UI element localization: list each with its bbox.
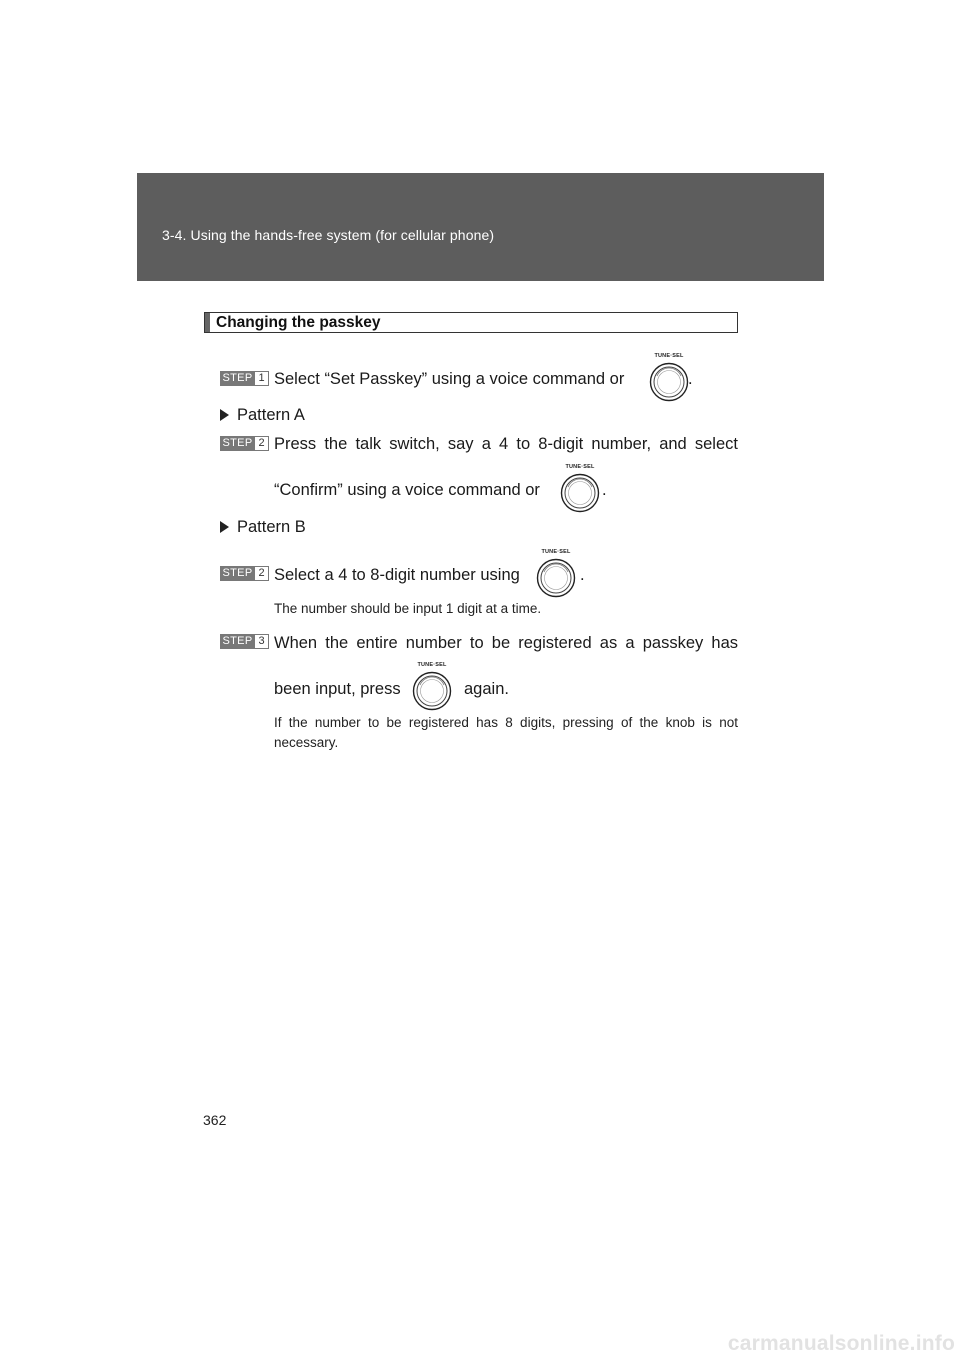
knob-dial-icon xyxy=(412,671,452,711)
tune-sel-knob-icon xyxy=(533,549,579,601)
pattern-b-label: Pattern B xyxy=(237,518,306,536)
step-badge-1 xyxy=(220,371,269,386)
pattern-a-label: Pattern A xyxy=(237,406,305,424)
pattern-b-step2-note: The number should be input 1 digit at a time. xyxy=(274,601,542,616)
pattern-b-step3-line2-after: again. xyxy=(464,680,509,698)
step-badge-word: STEP xyxy=(220,436,255,451)
pattern-a xyxy=(220,405,305,425)
knob-dial-icon xyxy=(649,362,689,402)
knob-dial-icon xyxy=(560,473,600,513)
section-heading-bar xyxy=(205,313,210,332)
step-badge-3 xyxy=(220,634,269,649)
step-badge-number: 3 xyxy=(255,634,269,649)
footer-watermark: carmanualsonline.info xyxy=(727,1332,955,1355)
pattern-b-step2-text: Select a 4 to 8-digit number using xyxy=(274,566,520,584)
step-badge-word: STEP xyxy=(220,566,255,581)
knob-dial-icon xyxy=(536,558,576,598)
step-badge-number: 1 xyxy=(255,371,269,386)
pattern-b-step3-line1: When the entire number to be registered as a passkey has xyxy=(274,634,738,652)
chapter-title: 3-4. Using the hands-free system (for cellular phone) xyxy=(162,227,495,243)
pattern-b-step3-line2-before: been input, press xyxy=(274,680,401,698)
section-heading-label: Changing the passkey xyxy=(216,314,381,331)
knob-label: TUNE·SEL xyxy=(417,662,447,668)
triangle-bullet-icon xyxy=(220,409,229,421)
tune-sel-knob-icon xyxy=(557,464,603,516)
step-badge-word: STEP xyxy=(220,371,255,386)
pattern-a-step2-line1: Press the talk switch, say a 4 to 8-digit number, and select xyxy=(274,435,738,453)
pattern-b xyxy=(220,517,306,537)
step1-text: Select “Set Passkey” using a voice command or xyxy=(274,370,625,388)
step-badge-word: STEP xyxy=(220,634,255,649)
step-badge-2b xyxy=(220,566,269,581)
chapter-header xyxy=(137,173,824,281)
step-badge-2a xyxy=(220,436,269,451)
pattern-a-step2-line2: “Confirm” using a voice command or xyxy=(274,481,540,499)
tune-sel-knob-icon xyxy=(646,353,692,405)
step1-period: . xyxy=(688,370,693,388)
triangle-bullet-icon xyxy=(220,521,229,533)
page-number: 362 xyxy=(203,1112,227,1128)
pattern-b-step2-period: . xyxy=(580,566,585,584)
knob-label: TUNE·SEL xyxy=(541,549,571,555)
tune-sel-knob-icon xyxy=(409,662,455,714)
pattern-b-step3-note: If the number to be registered has 8 digits, pressing of the knob is not necessary. xyxy=(274,715,738,750)
pattern-a-step2-period: . xyxy=(602,481,607,499)
step-badge-number: 2 xyxy=(255,566,269,581)
section-heading xyxy=(204,312,738,333)
step-badge-number: 2 xyxy=(255,436,269,451)
knob-label: TUNE·SEL xyxy=(565,464,595,470)
knob-label: TUNE·SEL xyxy=(654,353,684,359)
